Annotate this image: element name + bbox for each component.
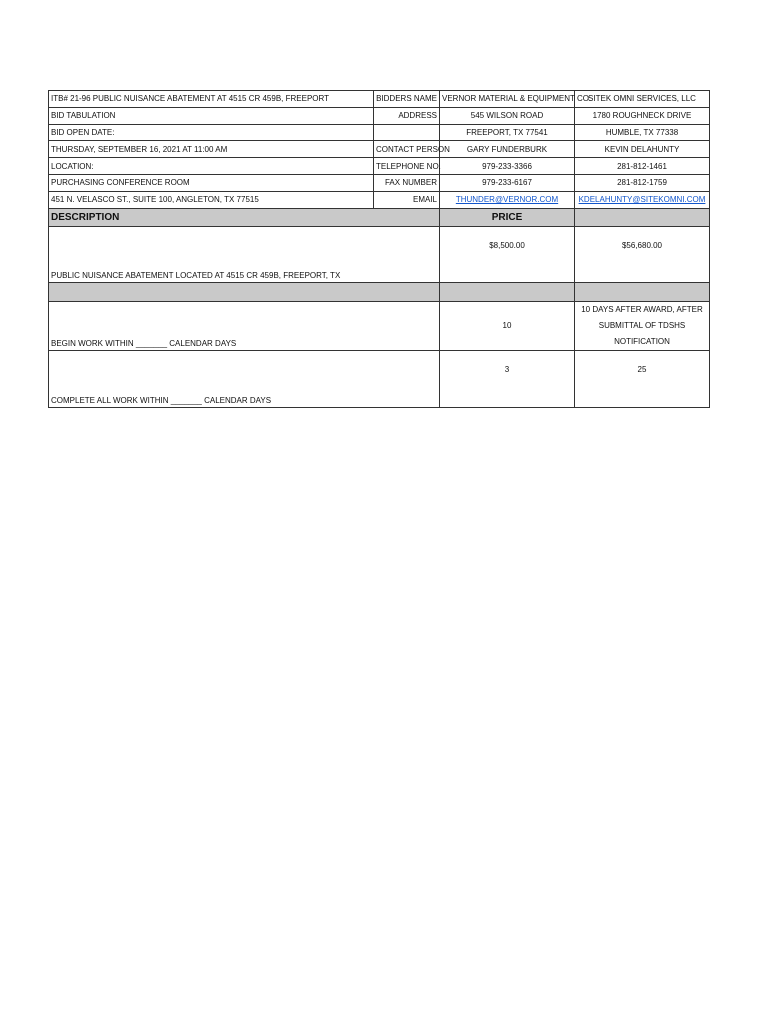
table-row [49, 226, 710, 282]
bidder1-address-line1: 545 WILSON ROAD [440, 107, 575, 124]
email-label: EMAIL [374, 191, 440, 208]
bidder1-contact: GARY FUNDERBURK [440, 141, 575, 158]
bidder2-begin-days: 10 DAYS AFTER AWARD, AFTER SUBMITTAL OF TDSHS NOTIFICATION [575, 301, 710, 350]
header-row-bidder-name [49, 91, 710, 108]
contact-person-label: CONTACT PERSON [374, 141, 440, 158]
bidder1-name: VERNOR MATERIAL & EQUIPMENT CO. [440, 91, 575, 108]
fax-label: FAX NUMBER [374, 174, 440, 191]
bidders-name-label: BIDDERS NAME [374, 91, 440, 108]
location-address: 451 N. VELASCO ST., SUITE 100, ANGLETON, TX 77515 [49, 191, 374, 208]
bidder2-complete-days: 25 [575, 350, 710, 407]
location-label: LOCATION: [49, 158, 374, 175]
item-description: BEGIN WORK WITHIN _______ CALENDAR DAYS [49, 301, 440, 350]
itb-title: ITB# 21-96 PUBLIC NUISANCE ABATEMENT AT 4515 CR 459B, FREEPORT [49, 91, 374, 108]
header-row-email [49, 191, 710, 208]
bidder1-email-link[interactable]: THUNDER@VERNOR.COM [440, 191, 575, 208]
bidder1-fax: 979-233-6167 [440, 174, 575, 191]
bidder1-address-line2: FREEPORT, TX 77541 [440, 124, 575, 141]
header-row-telephone [49, 158, 710, 175]
bidder1-begin-days: 10 [440, 301, 575, 350]
price-header: PRICE [440, 208, 575, 226]
item-description: PUBLIC NUISANCE ABATEMENT LOCATED AT 4515 CR 459B, FREEPORT, TX [49, 226, 440, 282]
address-label: ADDRESS [374, 107, 440, 124]
header-row-address [49, 107, 710, 124]
bidder2-address-line2: HUMBLE, TX 77338 [575, 124, 710, 141]
header-row-city [49, 124, 710, 141]
bidder2-fax: 281-812-1759 [575, 174, 710, 191]
price-header-blank [575, 208, 710, 226]
bidder2-telephone: 281-812-1461 [575, 158, 710, 175]
bid-tabulation-table [48, 90, 710, 408]
bidder1-telephone: 979-233-3366 [440, 158, 575, 175]
bidder1-complete-days: 3 [440, 350, 575, 407]
telephone-label: TELEPHONE NO. [374, 158, 440, 175]
header-row-contact [49, 141, 710, 158]
bid-open-date-value: THURSDAY, SEPTEMBER 16, 2021 AT 11:00 AM [49, 141, 374, 158]
bidder2-name: SITEK OMNI SERVICES, LLC [575, 91, 710, 108]
table-row [49, 350, 710, 407]
separator-cell [575, 282, 710, 301]
bidder1-price: $8,500.00 [440, 226, 575, 282]
separator-row [49, 282, 710, 301]
bidder2-contact: KEVIN DELAHUNTY [575, 141, 710, 158]
item-description: COMPLETE ALL WORK WITHIN _______ CALENDAR DAYS [49, 350, 440, 407]
separator-cell [440, 282, 575, 301]
separator-cell [49, 282, 440, 301]
header-row-fax [49, 174, 710, 191]
section-header-row [49, 208, 710, 226]
bid-tabulation-label: BID TABULATION [49, 107, 374, 124]
bidder2-email-link[interactable]: KDELAHUNTY@SITEKOMNI.COM [575, 191, 710, 208]
description-header: DESCRIPTION [49, 208, 440, 226]
bidder2-price: $56,680.00 [575, 226, 710, 282]
bid-open-date-label: BID OPEN DATE: [49, 124, 374, 141]
location-room: PURCHASING CONFERENCE ROOM [49, 174, 374, 191]
blank-label [374, 124, 440, 141]
table-row [49, 301, 710, 350]
bidder2-address-line1: 1780 ROUGHNECK DRIVE [575, 107, 710, 124]
